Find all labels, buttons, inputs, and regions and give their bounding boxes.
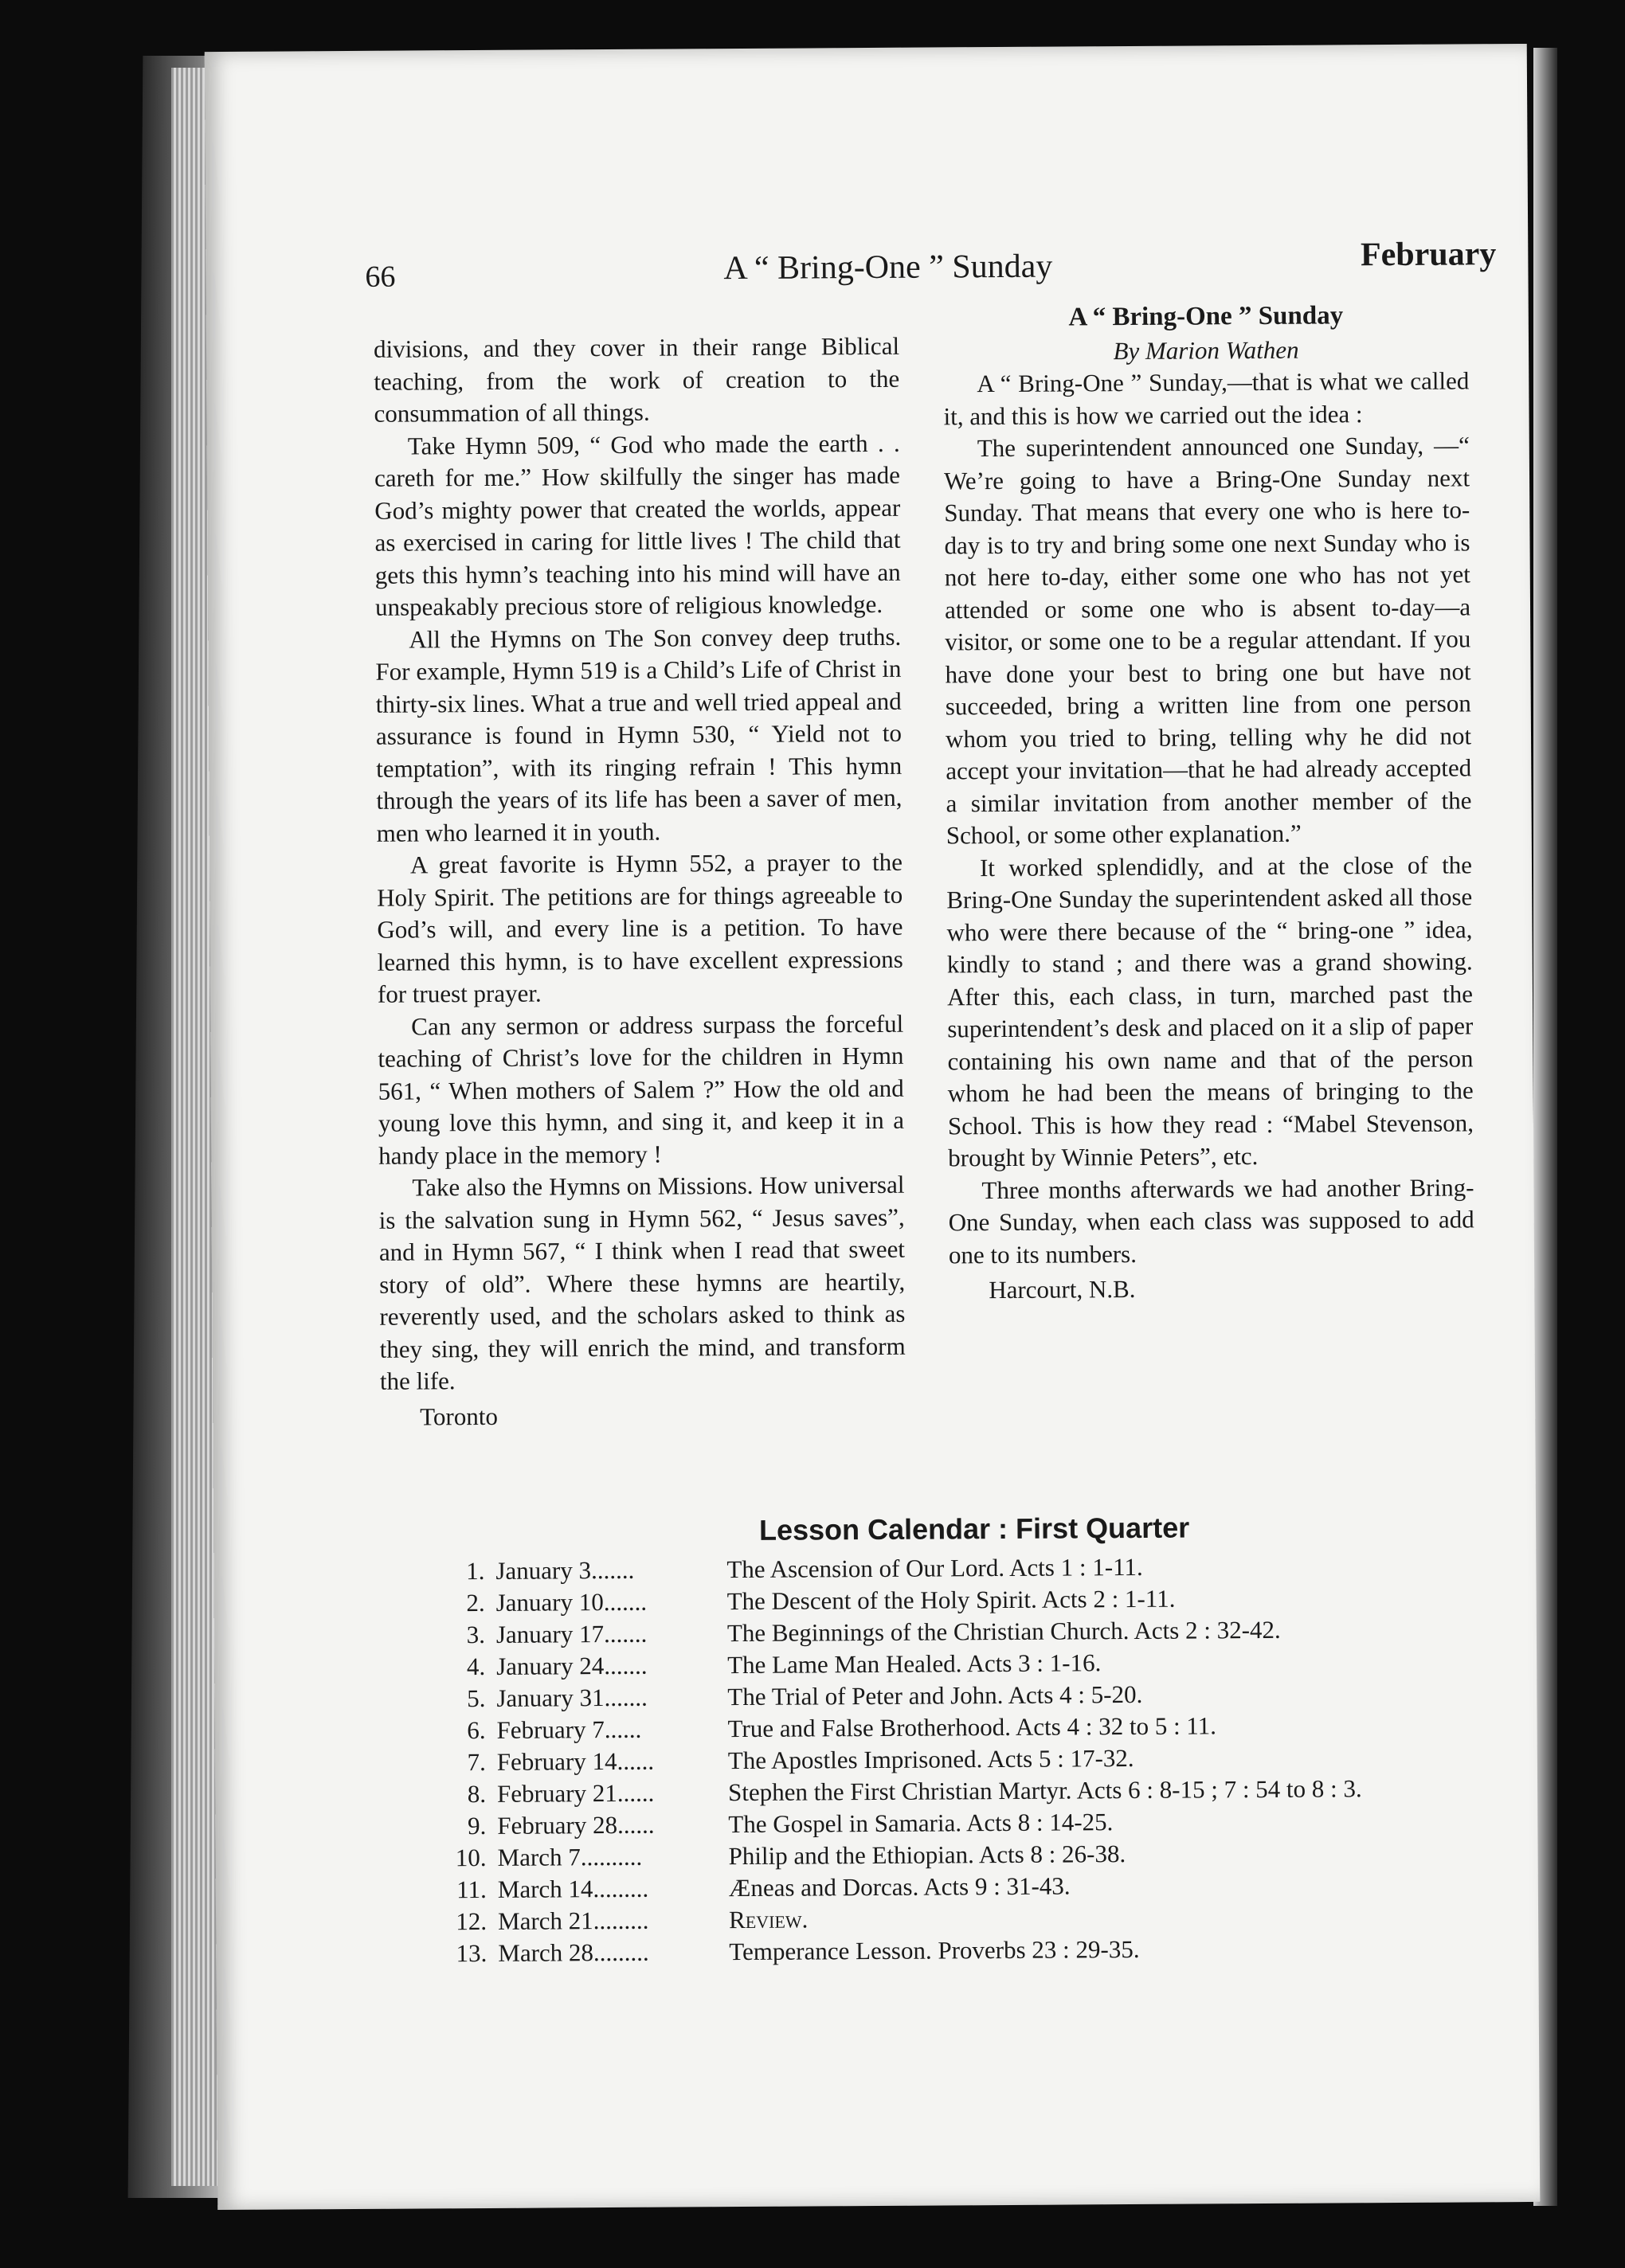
calendar-heading: Lesson Calendar : First Quarter xyxy=(758,1511,1190,1547)
running-month: February xyxy=(1360,236,1497,274)
lesson-title: The Apostles Imprisoned. Acts 5 : 17-32. xyxy=(727,1744,1134,1775)
book-page xyxy=(205,44,1541,2210)
lesson-number: 9. xyxy=(467,1811,487,1840)
paragraph: A “ Bring-One ” Sunday,—that is what we called it, and this is how we carried out the idea : xyxy=(943,366,1470,430)
signoff-location: Toronto xyxy=(420,1402,499,1430)
lesson-number: 10. xyxy=(455,1843,487,1872)
lesson-date: March 28......... xyxy=(498,1938,649,1967)
calendar-row xyxy=(431,1931,1522,1969)
page-number: 66 xyxy=(365,260,396,294)
lesson-title: Philip and the Ethiopian. Acts 8 : 26-38. xyxy=(728,1840,1126,1871)
paragraph: All the Hymns on The Son convey deep truths. For example, Hymn 519 is a Child’s Life of Christ in thirty-six lines. What a true and well tried appeal and assurance is found in Hymn 530, “ Yield not to temptation”, with its ringing refrain ! This hymn through the years of its life has been a saver of men, men who learned it in youth. xyxy=(375,622,903,847)
article-title: A “ Bring-One ” Sunday xyxy=(1068,301,1344,332)
lesson-number: 2. xyxy=(466,1588,485,1617)
lesson-date: January 17....... xyxy=(495,1619,648,1648)
lesson-title: The Trial of Peter and John. Acts 4 : 5-20. xyxy=(727,1679,1143,1711)
lesson-date: January 31....... xyxy=(496,1683,648,1712)
lesson-number: 12. xyxy=(456,1906,487,1936)
lesson-number: 4. xyxy=(466,1652,486,1681)
lesson-title: The Gospel in Samaria. Acts 8 : 14-25. xyxy=(728,1808,1114,1839)
lesson-title: The Descent of the Holy Spirit. Acts 2 : 1-11. xyxy=(726,1584,1176,1616)
lesson-date: February 14...... xyxy=(496,1746,655,1776)
paragraph: A great favorite is Hymn 552, a prayer to the Holy Spirit. The petitions are for things agreeable to God’s will, and every line is a petition. To have learned this hymn, is to have excellent expressions for truest prayer. xyxy=(377,847,903,1008)
lesson-number: 11. xyxy=(456,1875,487,1904)
lesson-date: March 14......... xyxy=(497,1874,649,1903)
lesson-date: February 28...... xyxy=(497,1810,655,1840)
lesson-date: January 3....... xyxy=(495,1555,635,1585)
paragraph: Three months afterwards we had another Bring-One Sunday, when each class was supposed to add one to its numbers. xyxy=(948,1172,1474,1269)
running-title: A “ Bring-One ” Sunday xyxy=(723,248,1053,287)
lesson-date: February 7...... xyxy=(496,1715,642,1744)
lesson-date: January 10....... xyxy=(495,1587,648,1617)
lesson-number: 8. xyxy=(467,1779,487,1809)
left-column xyxy=(374,330,906,1433)
lesson-number: 13. xyxy=(456,1938,487,1968)
paragraph: divisions, and they cover in their range Biblical teaching, from the work of creation to the consummation of all things. xyxy=(373,331,900,428)
lesson-calendar xyxy=(429,1509,1522,1969)
lesson-title: The Ascension of Our Lord. Acts 1 : 1-11. xyxy=(726,1552,1143,1584)
lesson-date: March 21......... xyxy=(497,1906,649,1935)
lesson-title: Review. xyxy=(728,1905,809,1934)
lesson-number: 3. xyxy=(466,1620,485,1649)
lesson-title: The Beginnings of the Christian Church. Acts 2 : 32-42. xyxy=(726,1615,1281,1648)
paragraph: It worked splendidly, and at the close of the Bring-One Sunday the superintendent asked all those who were there because of the “ bring-one ” idea, kindly to stand ; and there was a grand showing. After this, each class, in turn, marched past the superintendent’s desk and placed on it a slip of paper containing his own name and that of the person whom he had been the means of bringing to the School. This is how they read : “Mabel Stevenson, brought by Winnie Peters”, etc. xyxy=(946,850,1474,1172)
page-header xyxy=(365,235,1496,298)
calendar-rows xyxy=(429,1549,1522,1969)
paragraph: Take also the Hymns on Missions. How universal is the salvation sung in Hymn 562, “ Jesus saves”, and in Hymn 567, “ I think when I read that sweet story of old”. Where these hymns are heartily, reverently used, and the scholars asked to think as they sing, they will enrich the mind, and transform the life. xyxy=(378,1170,906,1395)
lesson-number: 1. xyxy=(466,1556,485,1586)
paragraph: The superintendent announced one Sunday, —“ We’re going to have a Bring-One Sunday next Sunday. That means that every one who is here to-day is to try and bring some one next Sunday who is not here to-day, either some one who has not yet attended or some one who is absent to-day—a visitor, or some one to be a regular attendant. If you have done your best to bring one but have not succeeded, bring a written line from one person whom you tried to bring, telling why he did not accept your invitation—that he had already accepted a similar invitation from another member of the School, or some other explanation.” xyxy=(943,431,1472,850)
paragraph: Take Hymn 509, “ God who made the earth . . careth for me.” How skilfully the singer has made God’s mighty power that created the worlds, appear as exercised in caring for little lives ! The child that gets this hymn’s teaching into his mind will have an unspeakably precious store of religious knowledge. xyxy=(374,428,901,621)
lesson-number: 6. xyxy=(467,1715,486,1745)
lesson-title: Æneas and Dorcas. Acts 9 : 31-43. xyxy=(728,1871,1071,1902)
lesson-title: Stephen the First Christian Martyr. Acts 6 : 8-15 ; 7 : 54 to 8 : 3. xyxy=(727,1774,1362,1807)
lesson-title: True and False Brotherhood. Acts 4 : 32 to 5 : 11. xyxy=(727,1711,1217,1743)
right-column xyxy=(943,299,1475,1307)
lesson-title: Temperance Lesson. Proverbs 23 : 29-35. xyxy=(729,1934,1140,1966)
article-byline: By Marion Wathen xyxy=(1113,335,1299,365)
lesson-date: March 7.......... xyxy=(497,1842,643,1871)
lesson-date: February 21...... xyxy=(496,1778,655,1808)
lesson-date: January 24....... xyxy=(496,1651,648,1680)
lesson-number: 5. xyxy=(467,1683,486,1713)
signoff-location: Harcourt, N.B. xyxy=(989,1274,1136,1304)
lesson-number: 7. xyxy=(467,1747,486,1777)
paragraph: Can any sermon or address surpass the forceful teaching of Christ’s love for the children in Hymn 561, “ When mothers of Salem ?” How the old and young love this hymn, and sing it, and keep it in a handy place in the memory ! xyxy=(378,1009,905,1170)
lesson-title: The Lame Man Healed. Acts 3 : 1-16. xyxy=(727,1648,1102,1679)
